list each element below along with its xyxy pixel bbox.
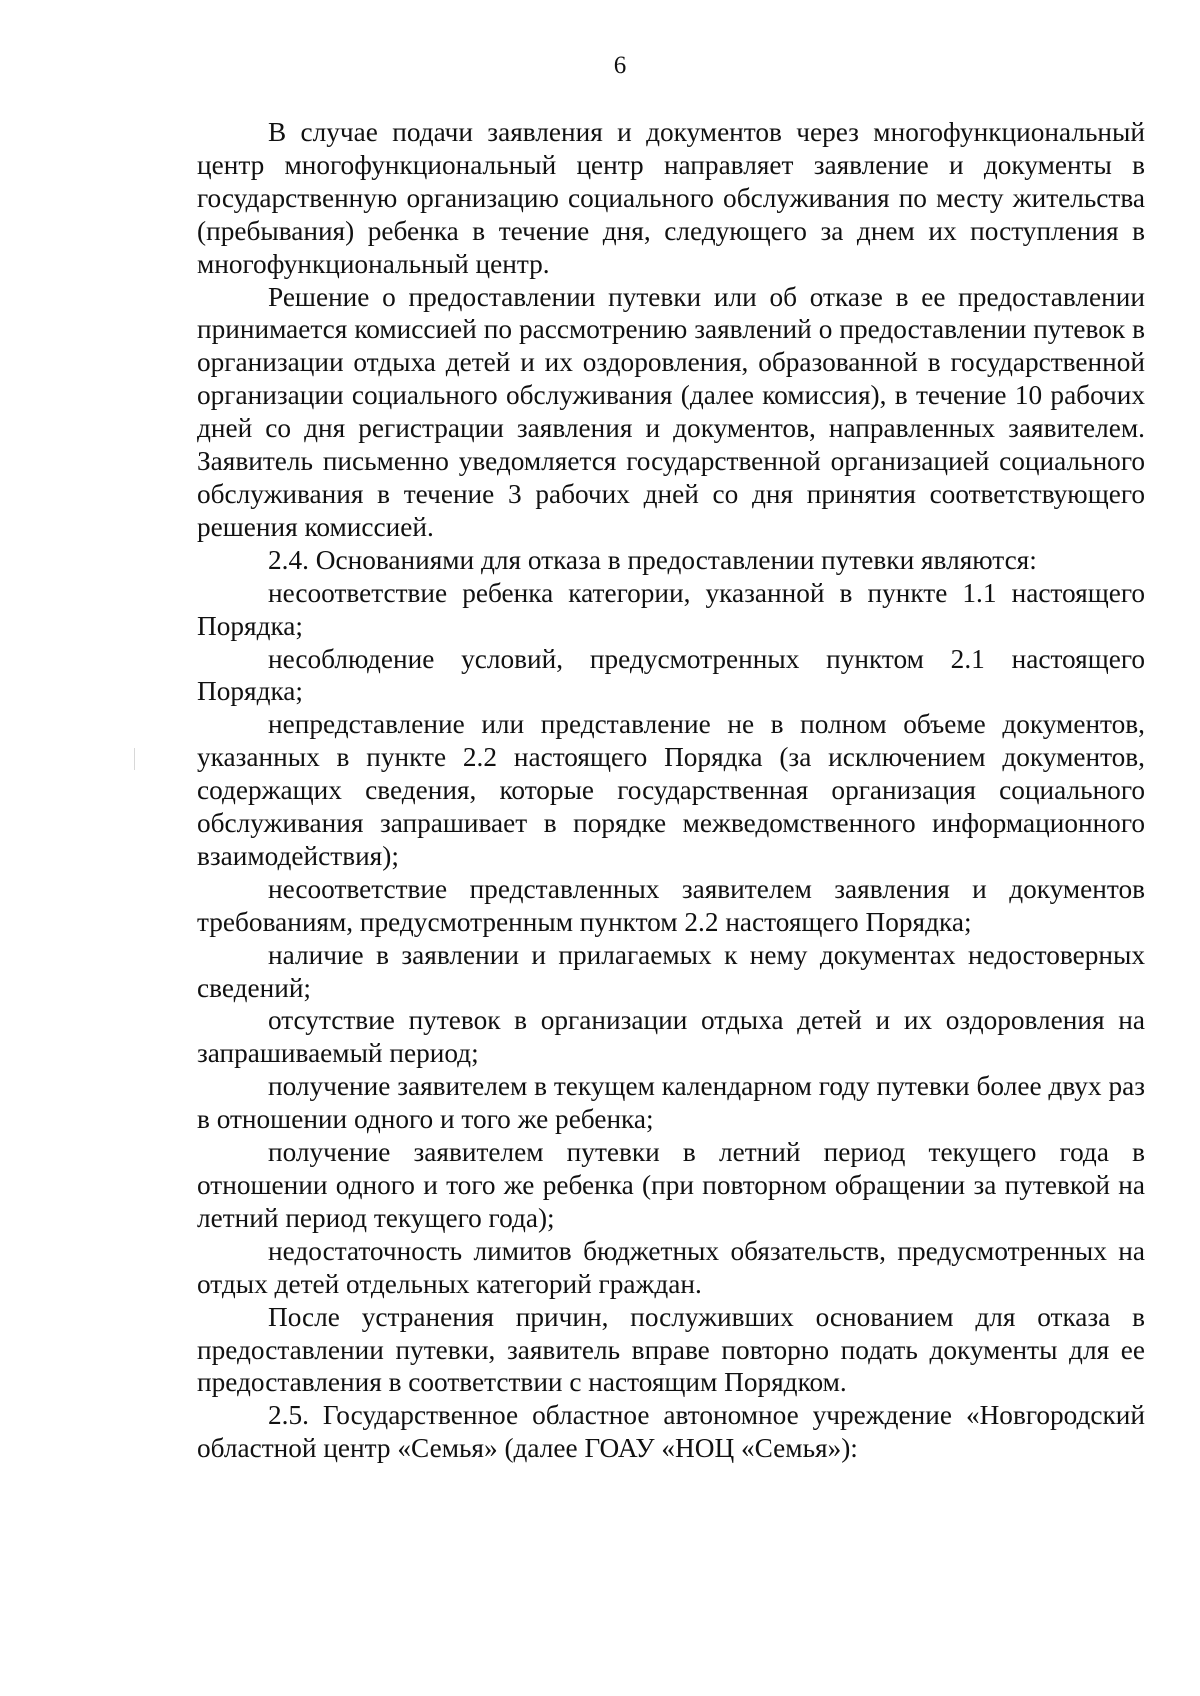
list-item-more-than-twice: получение заявителем в текущем календарном году путевки более двух раз в отношении одного и того же ребенка; — [197, 1071, 1145, 1135]
list-item-conditions-not-met: несоблюдение условий, предусмотренных пунктом 2.1 настоящего Порядка; — [197, 643, 1145, 707]
list-item-documents-noncompliant: несоответствие представленных заявителем заявления и документов требованиям, предусмотренным пунктом 2.2 настоящего Порядка; — [197, 873, 1145, 937]
list-item-summer-repeat: получение заявителем путевки в летний период текущего года в отношении одного и того же ребенка (при повторном обращении за путевкой на летний период текущего года); — [197, 1137, 1145, 1233]
list-item-no-vouchers: отсутствие путевок в организации отдыха детей и их оздоровления на запрашиваемый период; — [197, 1005, 1145, 1069]
paragraph-section-2-4-heading: 2.4. Основаниями для отказа в предоставлении путевки являются: — [268, 544, 1037, 575]
list-item-budget-limits: недостаточность лимитов бюджетных обязательств, предусмотренных на отдых детей отдельных категорий граждан. — [197, 1235, 1145, 1299]
list-item-false-information: наличие в заявлении и прилагаемых к нему документах недостоверных сведений; — [197, 939, 1145, 1003]
paragraph-mfc-submission: В случае подачи заявления и документов через многофункциональный центр многофункциональный центр направляет заявление и документы в государственную организацию социального обслуживания по месту жительства (пребывания) ребенка в течение дня, следующего за днем их поступления в многофункциональный центр. — [197, 117, 1145, 279]
list-item-category-mismatch: несоответствие ребенка категории, указанной в пункте 1.1 настоящего Порядка; — [197, 577, 1145, 641]
list-item-documents-missing: непредставление или представление не в полном объеме документов, указанных в пункте 2.2 настоящего Порядка (за исключением документов, содержащих сведения, которые государственная организация социального обслуживания запрашивает в порядке межведомственного информационного взаимодействия); — [197, 709, 1145, 871]
scan-artifact — [134, 748, 135, 770]
document-body — [197, 116, 1145, 1465]
page-number: 6 — [613, 52, 627, 79]
paragraph-resubmission: После устранения причин, послуживших основанием для отказа в предоставлении путевки, заявитель вправе повторно подать документы для ее предоставления в соответствии с настоящим Порядком. — [197, 1301, 1145, 1398]
paragraph-commission-decision: Решение о предоставлении путевки или об отказе в ее предоставлении принимается комиссией по рассмотрению заявлений о предоставлении путевок в организации отдыха детей и их оздоровления, образованной в государственной организации социального обслуживания (далее комиссия), в течение 10 рабочих дней со дня регистрации заявления и документов, направленных заявителем. Заявитель письменно уведомляется государственной организацией социального обслуживания в течение 3 рабочих дней со дня принятия соответствующего решения комиссией. — [197, 281, 1145, 542]
paragraph-section-2-5: 2.5. Государственное областное автономное учреждение «Новгородский областной центр «Семья» (далее ГОАУ «НОЦ «Семья»): — [197, 1400, 1145, 1464]
